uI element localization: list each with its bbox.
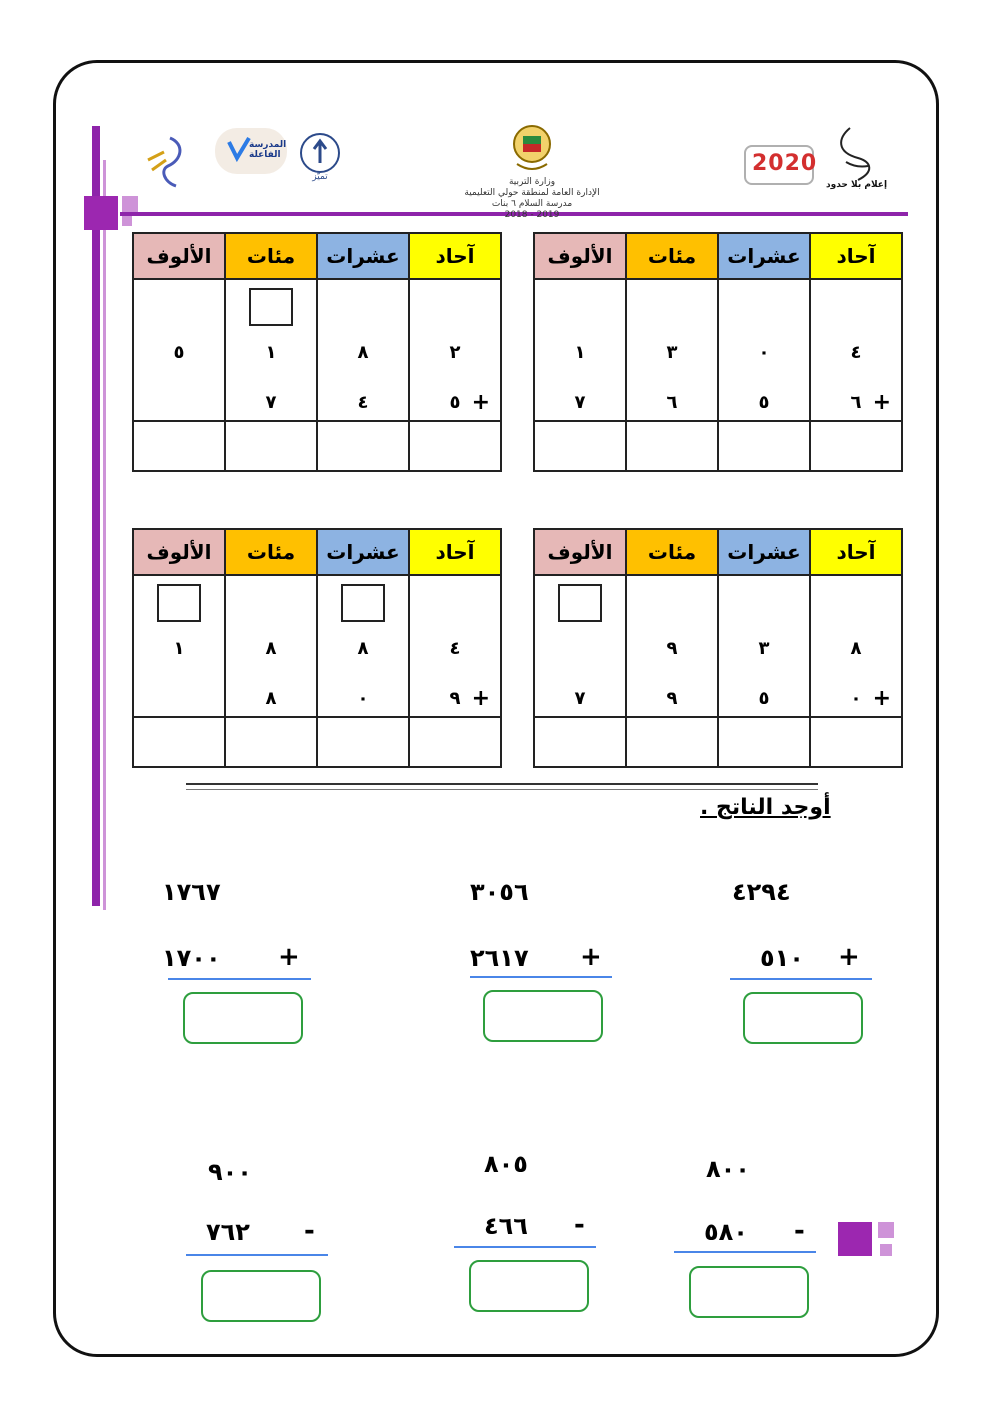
header-thousands: الألوف [534, 233, 626, 279]
problem-bottom-number: ٤٦٦ [484, 1212, 528, 1240]
decor-square [84, 196, 118, 230]
answer-box[interactable] [469, 1260, 589, 1312]
ministry-emblem [509, 122, 555, 174]
place-value-table [132, 528, 502, 768]
plus-sign: + [471, 390, 490, 415]
cell-tens: ٠ ٥ [718, 279, 810, 421]
problem-rule [168, 978, 311, 980]
cell-hundreds: ٣ ٦ [626, 279, 718, 421]
header-hundreds: مئات [626, 233, 718, 279]
media-logo-caption: إعلام بلا حدود [826, 180, 888, 190]
header-tens: عشرات [317, 233, 409, 279]
cell-tens: ٨ ٠ [317, 575, 409, 717]
header-ones: آحاد [409, 529, 501, 575]
cell-hundreds: ٨ ٨ [225, 575, 317, 717]
problem-rule [674, 1251, 816, 1253]
answer-cell-ones[interactable] [409, 717, 501, 767]
header-ones: آحاد [810, 529, 902, 575]
cell-tens: ٨ ٤ [317, 279, 409, 421]
plus-sign: + [580, 942, 602, 972]
answer-cell-hundreds[interactable] [225, 717, 317, 767]
tamayoz-logo [300, 133, 340, 173]
answer-box[interactable] [689, 1266, 809, 1318]
answer-cell-hundreds[interactable] [626, 717, 718, 767]
answer-cell-thousands[interactable] [133, 421, 225, 471]
answer-cell-ones[interactable] [409, 421, 501, 471]
cell-hundreds: ٩ ٩ [626, 575, 718, 717]
decor-square-small [878, 1222, 894, 1238]
header-tens: عشرات [718, 233, 810, 279]
answer-box[interactable] [743, 992, 863, 1044]
minus-sign: - [304, 1216, 315, 1246]
problem-rule [730, 978, 872, 980]
decor-square-small [122, 196, 138, 212]
problem-rule [454, 1246, 596, 1248]
header-thousands: الألوف [534, 529, 626, 575]
answer-box[interactable] [483, 990, 603, 1042]
vision-2020-logo: 2020 [744, 145, 814, 185]
answer-cell-tens[interactable] [718, 717, 810, 767]
cell-ones: ٤ ٩ + [409, 575, 501, 717]
answer-box[interactable] [201, 1270, 321, 1322]
problem-top-number: ١٧٦٧ [162, 878, 221, 906]
answer-cell-ones[interactable] [810, 717, 902, 767]
problem-top-number: ٣٠٥٦ [470, 878, 529, 906]
answer-cell-tens[interactable] [317, 717, 409, 767]
decor-vertical-bar [92, 126, 100, 906]
header-hundreds: مئات [225, 529, 317, 575]
problem-bottom-number: ٢٦١٧ [470, 944, 529, 972]
answer-cell-hundreds[interactable] [626, 421, 718, 471]
decor-vertical-bar-light [103, 160, 106, 910]
ministry-text: وزارة التربية الإدارة العامة لمنطقة حولي التعليمية مدرسة السلام ٦ بنات 2018 - 2019 [464, 177, 600, 220]
header-tens: عشرات [718, 529, 810, 575]
cell-tens: ٣ ٥ [718, 575, 810, 717]
header-ones: آحاد [409, 233, 501, 279]
carry-box[interactable] [341, 584, 385, 622]
place-value-table [533, 232, 903, 472]
cell-ones: ٢ ٥ + [409, 279, 501, 421]
place-value-table [533, 528, 903, 768]
answer-box[interactable] [183, 992, 303, 1044]
answer-cell-thousands[interactable] [133, 717, 225, 767]
cell-thousands: ٥ [133, 279, 225, 421]
decor-square-small [880, 1244, 892, 1256]
runner-logo [140, 130, 200, 190]
header-hundreds: مئات [225, 233, 317, 279]
header-thousands: الألوف [133, 233, 225, 279]
tamayoz-caption: تميّز [312, 172, 328, 182]
media-logo [828, 122, 888, 188]
header-ones: آحاد [810, 233, 902, 279]
problem-bottom-number: ٥١٠ [760, 944, 804, 972]
problem-top-number: ٤٢٩٤ [732, 878, 791, 906]
problem-rule [470, 976, 612, 978]
place-value-table [132, 232, 502, 472]
answer-cell-tens[interactable] [317, 421, 409, 471]
cell-thousands: ١ [133, 575, 225, 717]
plus-sign: + [838, 942, 860, 972]
answer-cell-thousands[interactable] [534, 717, 626, 767]
header-hundreds: مئات [626, 529, 718, 575]
header-thousands: الألوف [133, 529, 225, 575]
instruction-title: أوجد الناتج . [700, 795, 831, 820]
problem-bottom-number: ٥٨٠ [704, 1218, 748, 1246]
minus-sign: - [794, 1216, 805, 1246]
plus-sign: + [278, 942, 300, 972]
carry-box[interactable] [157, 584, 201, 622]
problem-top-number: ٩٠٠ [208, 1158, 252, 1186]
answer-cell-hundreds[interactable] [225, 421, 317, 471]
plus-sign: + [872, 686, 891, 711]
carry-box[interactable] [558, 584, 602, 622]
effective-school-logo: المدرسة الفاعلة [215, 128, 287, 174]
answer-cell-ones[interactable] [810, 421, 902, 471]
decor-square [838, 1222, 872, 1256]
cell-hundreds: ١ ٧ [225, 279, 317, 421]
answer-cell-thousands[interactable] [534, 421, 626, 471]
cell-ones: ٤ ٦ + [810, 279, 902, 421]
problem-top-number: ٨٠٠ [706, 1155, 750, 1183]
minus-sign: - [574, 1210, 585, 1240]
answer-cell-tens[interactable] [718, 421, 810, 471]
problem-bottom-number: ٧٦٢ [206, 1218, 250, 1246]
section-separator [186, 783, 818, 790]
cell-ones: ٨ ٠ + [810, 575, 902, 717]
plus-sign: + [471, 686, 490, 711]
plus-sign: + [872, 390, 891, 415]
cell-thousands: ١ ٧ [534, 279, 626, 421]
cell-thousands: ٧ [534, 575, 626, 717]
problem-rule [186, 1254, 328, 1256]
problem-top-number: ٨٠٥ [484, 1150, 528, 1178]
carry-box[interactable] [249, 288, 293, 326]
problem-bottom-number: ١٧٠٠ [162, 944, 221, 972]
decor-square-small [122, 216, 132, 226]
header-tens: عشرات [317, 529, 409, 575]
